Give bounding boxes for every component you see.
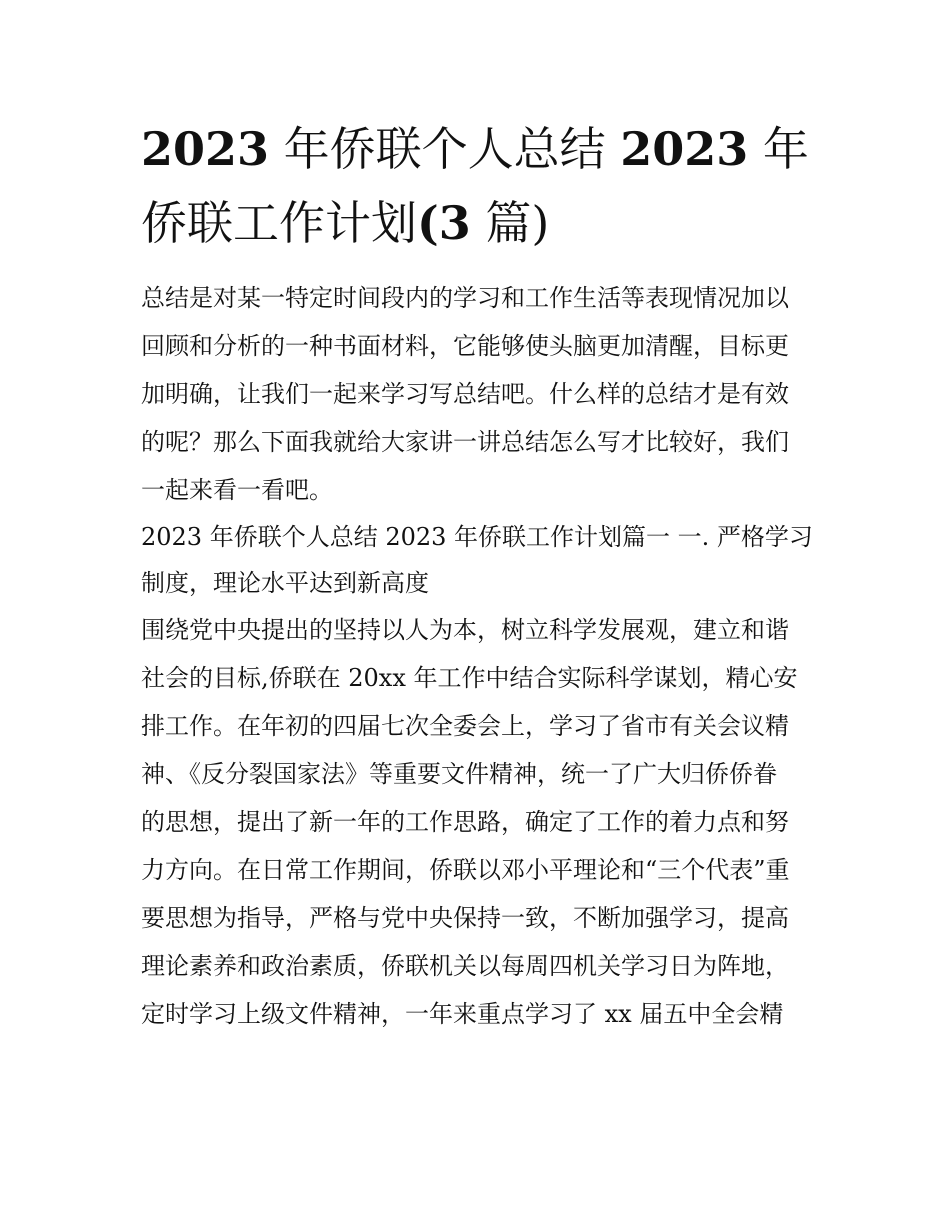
document-title: [141, 112, 816, 260]
text-line: 回顾和分析的一种书面材料，它能够使头脑更加清醒，目标更: [141, 332, 789, 360]
title-count: (3: [417, 196, 471, 250]
title-line: [141, 186, 816, 260]
document-content: [141, 112, 816, 1038]
title-line: [141, 112, 816, 186]
text-line: 的呢？那么下面我就给大家讲一讲总结怎么写才比较好，我们: [141, 428, 789, 456]
title-text: 年: [748, 122, 809, 176]
text-line: 的思想，提出了新一年的工作思路，确定了工作的着力点和努: [141, 808, 789, 836]
text-line: 力方向。在日常工作期间，侨联以邓小平理论和“三个代表”重: [141, 856, 790, 884]
text-line: 神、《反分裂国家法》等重要文件精神，统一了广大归侨侨眷: [141, 760, 777, 788]
text-line: 排工作。在年初的四届七次全委会上，学习了省市有关会议精: [141, 712, 789, 740]
body-paragraph: [141, 606, 816, 1038]
text-line: 理论素养和政治素质，侨联机关以每周四机关学习日为阵地，: [141, 952, 789, 980]
title-text: 侨联工作计划: [141, 196, 417, 250]
text-line: 制度，理论水平达到新高度: [141, 569, 429, 597]
text-line: 总结是对某一特定时间段内的学习和工作生活等表现情况加以: [141, 284, 789, 312]
title-year: 2023: [620, 122, 749, 176]
text-line: 一起来看一看吧。: [141, 476, 333, 504]
text-line: 定时学习上级文件精神，一年来重点学习了 xx 届五中全会精: [141, 1000, 784, 1028]
text-line: 加明确，让我们一起来学习写总结吧。什么样的总结才是有效: [141, 380, 789, 408]
title-text: 篇): [470, 196, 550, 250]
intro-paragraph: [141, 274, 816, 514]
title-text: 年侨联个人总结: [269, 122, 621, 176]
title-year: 2023: [141, 122, 270, 176]
text-line: 社会的目标,侨联在 20xx 年工作中结合实际科学谋划，精心安: [141, 664, 798, 692]
section-heading: [141, 514, 816, 606]
text-line: 要思想为指导，严格与党中央保持一致，不断加强学习，提高: [141, 904, 789, 932]
text-line: 围绕党中央提出的坚持以人为本，树立科学发展观，建立和谐: [141, 616, 789, 644]
text-line: 2023 年侨联个人总结 2023 年侨联工作计划篇一 一. 严格学习: [141, 523, 813, 551]
